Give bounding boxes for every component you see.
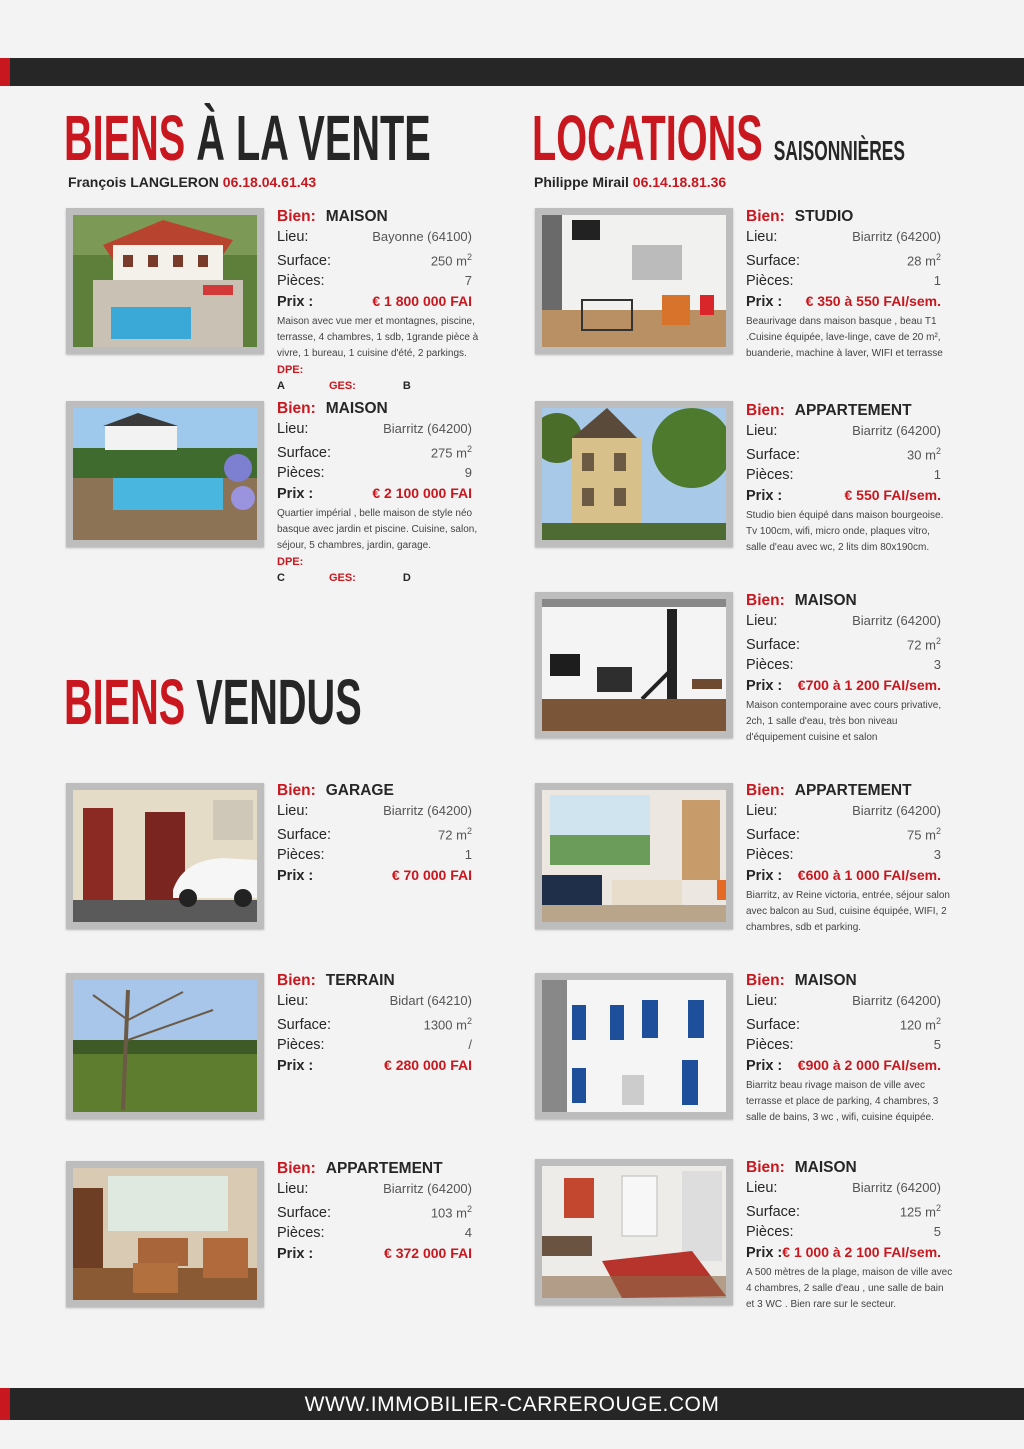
heading-biens-a-la-vente: BIENS À LA VENTE	[64, 102, 431, 174]
listing-info: Bien: APPARTEMENT Lieu: Biarritz (64200) Surface: 30 $m^2$ Pièces: 1 Prix : € 550 FAI/sem. Studio bien équipé dans maison bourgeoise. Tv 100cm, wifi, micro onde, plaques vitro, salle d'eau avec wc, 2 lits dim 80x190cm.	[746, 401, 941, 556]
listing-photo[interactable]	[66, 973, 264, 1119]
listing-info: Bien: MAISON Lieu: Bayonne (64100) Surface: 250 $m^2$ Pièces: 7 Prix : € 1 800 000 FAI Maison avec vue mer et montagnes, piscine, terrasse, 4 chambres, 1 sdb, 1grande pièce à vivre, 1 bureau, 1 cuisine d'été, 2 parkings. DPE: A GES: B	[277, 208, 479, 393]
living-room-photo	[73, 1168, 257, 1300]
bourgeois-house-illustration	[542, 408, 726, 540]
listing-price: € 2 100 000 FAI	[372, 485, 472, 502]
website-link[interactable]: WWW.IMMOBILIER-CARREROUGE.COM	[304, 1393, 720, 1416]
modern-house-illustration	[542, 599, 726, 731]
listing-photo[interactable]	[535, 1159, 733, 1305]
energy-rating: DPE: C GES: D	[277, 556, 411, 585]
contact-locations-phone[interactable]: 06.14.18.81.36	[632, 174, 727, 190]
footer-banner	[0, 1388, 1024, 1420]
dining-room-illustration	[542, 1166, 726, 1298]
listing-description: Studio bien équipé dans maison bourgeoise. Tv 100cm, wifi, micro onde, plaques vitro, salle d'eau avec wc, 2 lits dim 80x190cm.	[746, 510, 944, 554]
listing-description: Biarritz, av Reine victoria, entrée, séjour salon avec balcon au Sud, cuisine équipée, WIFI, 2 chambres, sdb et parking.	[746, 890, 950, 934]
listing-price: € 350 à 550 FAI/sem.	[805, 293, 941, 310]
listing-info: Bien: MAISON Lieu: Biarritz (64200) Surface: 120 $m^2$ Pièces: 5 Prix : €900 à 2 000 FAI/sem. Biarritz beau rivage maison de ville avec terrasse et place de parking, 4 chambres, 3 salle de bains, 3 wc , wifi, cuisine équipée.	[746, 971, 941, 1126]
listing-photo[interactable]	[535, 401, 733, 547]
listing-info: Bien: MAISON Lieu: Biarritz (64200) Surface: 72 $m^2$ Pièces: 3 Prix : €700 à 1 200 FAI/sem. Maison contemporaine avec cours privative, 2ch, 1 salle d'eau, très bon niveau d'équipement cuisine et salon	[746, 591, 941, 746]
listing-price: € 372 000 FAI	[384, 1245, 472, 1262]
listing-info: Bien: MAISON Lieu: Biarritz (64200) Surface: 275 $m^2$ Pièces: 9 Prix : € 2 100 000 FAI Quartier impérial , belle maison de style néo basque avec jardin et piscine. Cuisine, salon, séjour, 5 chambres, jardin, garage. DPE: C GES: D	[277, 400, 478, 585]
listing-type: MAISON	[325, 208, 388, 225]
listing-description: Beaurivage dans maison basque , beau T1 .Cuisine équipée, lave-linge, cave de 20 m², buanderie, machine à laver, WIFI et terrasse	[746, 316, 943, 360]
dining-room-photo	[542, 1166, 726, 1298]
modern-house-photo	[542, 599, 726, 731]
top-banner	[0, 58, 1024, 86]
apartment-living-photo	[542, 790, 726, 922]
apartment-living-illustration	[542, 790, 726, 922]
listing-price: € 1 800 000 FAI	[372, 293, 472, 310]
garage-photo	[73, 790, 257, 922]
listing-type: MAISON	[794, 592, 857, 609]
listing-price: € 280 000 FAI	[384, 1057, 472, 1074]
contact-vente: François LANGLERON 06.18.04.61.43	[68, 174, 317, 190]
listing-price: € 70 000 FAI	[391, 867, 472, 884]
listing-type: MAISON	[794, 1159, 857, 1176]
listing-info: Bien: MAISON Lieu: Biarritz (64200) Surface: 125 $m^2$ Pièces: 5 Prix : € 1 000 à 2 100 FAI/sem. A 500 mètres de la plage, maison de ville avec 4 chambres, 2 salle d'eau , une salle de bain et 3 WC . Bien rare sur le secteur.	[746, 1158, 941, 1313]
listing-type: APPARTEMENT	[794, 782, 912, 799]
listing-photo[interactable]	[535, 208, 733, 354]
studio-photo	[542, 215, 726, 347]
listing-type: MAISON	[325, 400, 388, 417]
living-room-illustration	[73, 1168, 257, 1300]
listing-price: €700 à 1 200 FAI/sem.	[797, 677, 941, 694]
heading-biens-vendus: BIENS VENDUS	[64, 666, 362, 738]
villa-pool-photo	[73, 408, 257, 540]
listing-photo[interactable]	[535, 973, 733, 1119]
listing-type: APPARTEMENT	[794, 402, 912, 419]
listing-price: €900 à 2 000 FAI/sem.	[797, 1057, 941, 1074]
studio-illustration	[542, 215, 726, 347]
listing-description: Maison contemporaine avec cours privative, 2ch, 1 salle d'eau, très bon niveau d'équipement cuisine et salon	[746, 700, 942, 744]
garage-illustration	[73, 790, 257, 922]
listing-description: A 500 mètres de la plage, maison de ville avec 4 chambres, 2 salle d'eau , une salle de bain et 3 WC . Bien rare sur le secteur.	[746, 1267, 953, 1311]
contact-locations: Philippe Mirail 06.14.18.81.36	[534, 174, 727, 190]
listing-type: STUDIO	[794, 208, 854, 225]
villa-pool-illustration	[73, 408, 257, 540]
listing-type: GARAGE	[325, 782, 394, 799]
listing-info: Bien: STUDIO Lieu: Biarritz (64200) Surface: 28 $m^2$ Pièces: 1 Prix : € 350 à 550 FAI/sem. Beaurivage dans maison basque , beau T1 .Cuisine équipée, lave-linge, cave de 20 m², buanderie, machine à laver, WIFI et terrasse	[746, 207, 941, 362]
listing-info: Bien: GARAGE Lieu: Biarritz (64200) Surface: 72 $m^2$ Pièces: 1 Prix : € 70 000 FAI	[277, 782, 472, 885]
listing-type: APPARTEMENT	[325, 1160, 443, 1177]
land-illustration	[73, 980, 257, 1112]
listing-description: Biarritz beau rivage maison de ville avec terrasse et place de parking, 4 chambres, 3 salle de bains, 3 wc , wifi, cuisine équipée.	[746, 1080, 939, 1124]
listing-photo[interactable]	[66, 208, 264, 354]
listing-photo[interactable]	[535, 592, 733, 738]
listing-type: MAISON	[794, 972, 857, 989]
top-banner-accent	[0, 58, 10, 86]
listing-photo[interactable]	[535, 783, 733, 929]
listing-photo[interactable]	[66, 1161, 264, 1307]
energy-rating: DPE: A GES: B	[277, 364, 411, 393]
listing-price: € 550 FAI/sem.	[844, 487, 941, 504]
heading-locations-saisonnieres: LOCATIONS SAISONNIÈRES	[532, 102, 905, 174]
listing-price: €600 à 1 000 FAI/sem.	[797, 867, 941, 884]
house-pool-illustration	[73, 215, 257, 347]
listing-info: Bien: TERRAIN Lieu: Bidart (64210) Surface: 1300 $m^2$ Pièces: / Prix : € 280 000 FAI	[277, 972, 472, 1075]
listing-photo[interactable]	[66, 783, 264, 929]
listing-description: Maison avec vue mer et montagnes, piscine, terrasse, 4 chambres, 1 sdb, 1grande pièce à vivre, 1 bureau, 1 cuisine d'été, 2 parkings.	[277, 316, 479, 360]
listing-type: TERRAIN	[325, 972, 395, 989]
listing-info: Bien: APPARTEMENT Lieu: Biarritz (64200) Surface: 75 $m^2$ Pièces: 3 Prix : €600 à 1 000 FAI/sem. Biarritz, av Reine victoria, entrée, séjour salon avec balcon au Sud, cuisine équipée, WIFI, 2 chambres, sdb et parking.	[746, 781, 941, 936]
white-house-illustration	[542, 980, 726, 1112]
listing-info: Bien: APPARTEMENT Lieu: Biarritz (64200) Surface: 103 $m^2$ Pièces: 4 Prix : € 372 000 FAI	[277, 1160, 472, 1263]
listing-price: € 1 000 à 2 100 FAI/sem.	[782, 1244, 942, 1261]
listing-description: Quartier impérial , belle maison de style néo basque avec jardin et piscine. Cuisine, salon, séjour, 5 chambres, jardin, garage.	[277, 508, 478, 552]
white-house-photo	[542, 980, 726, 1112]
bourgeois-house-photo	[542, 408, 726, 540]
contact-vente-phone[interactable]: 06.18.04.61.43	[222, 174, 317, 190]
listing-photo[interactable]	[66, 401, 264, 547]
land-photo	[73, 980, 257, 1112]
house-pool-photo	[73, 215, 257, 347]
